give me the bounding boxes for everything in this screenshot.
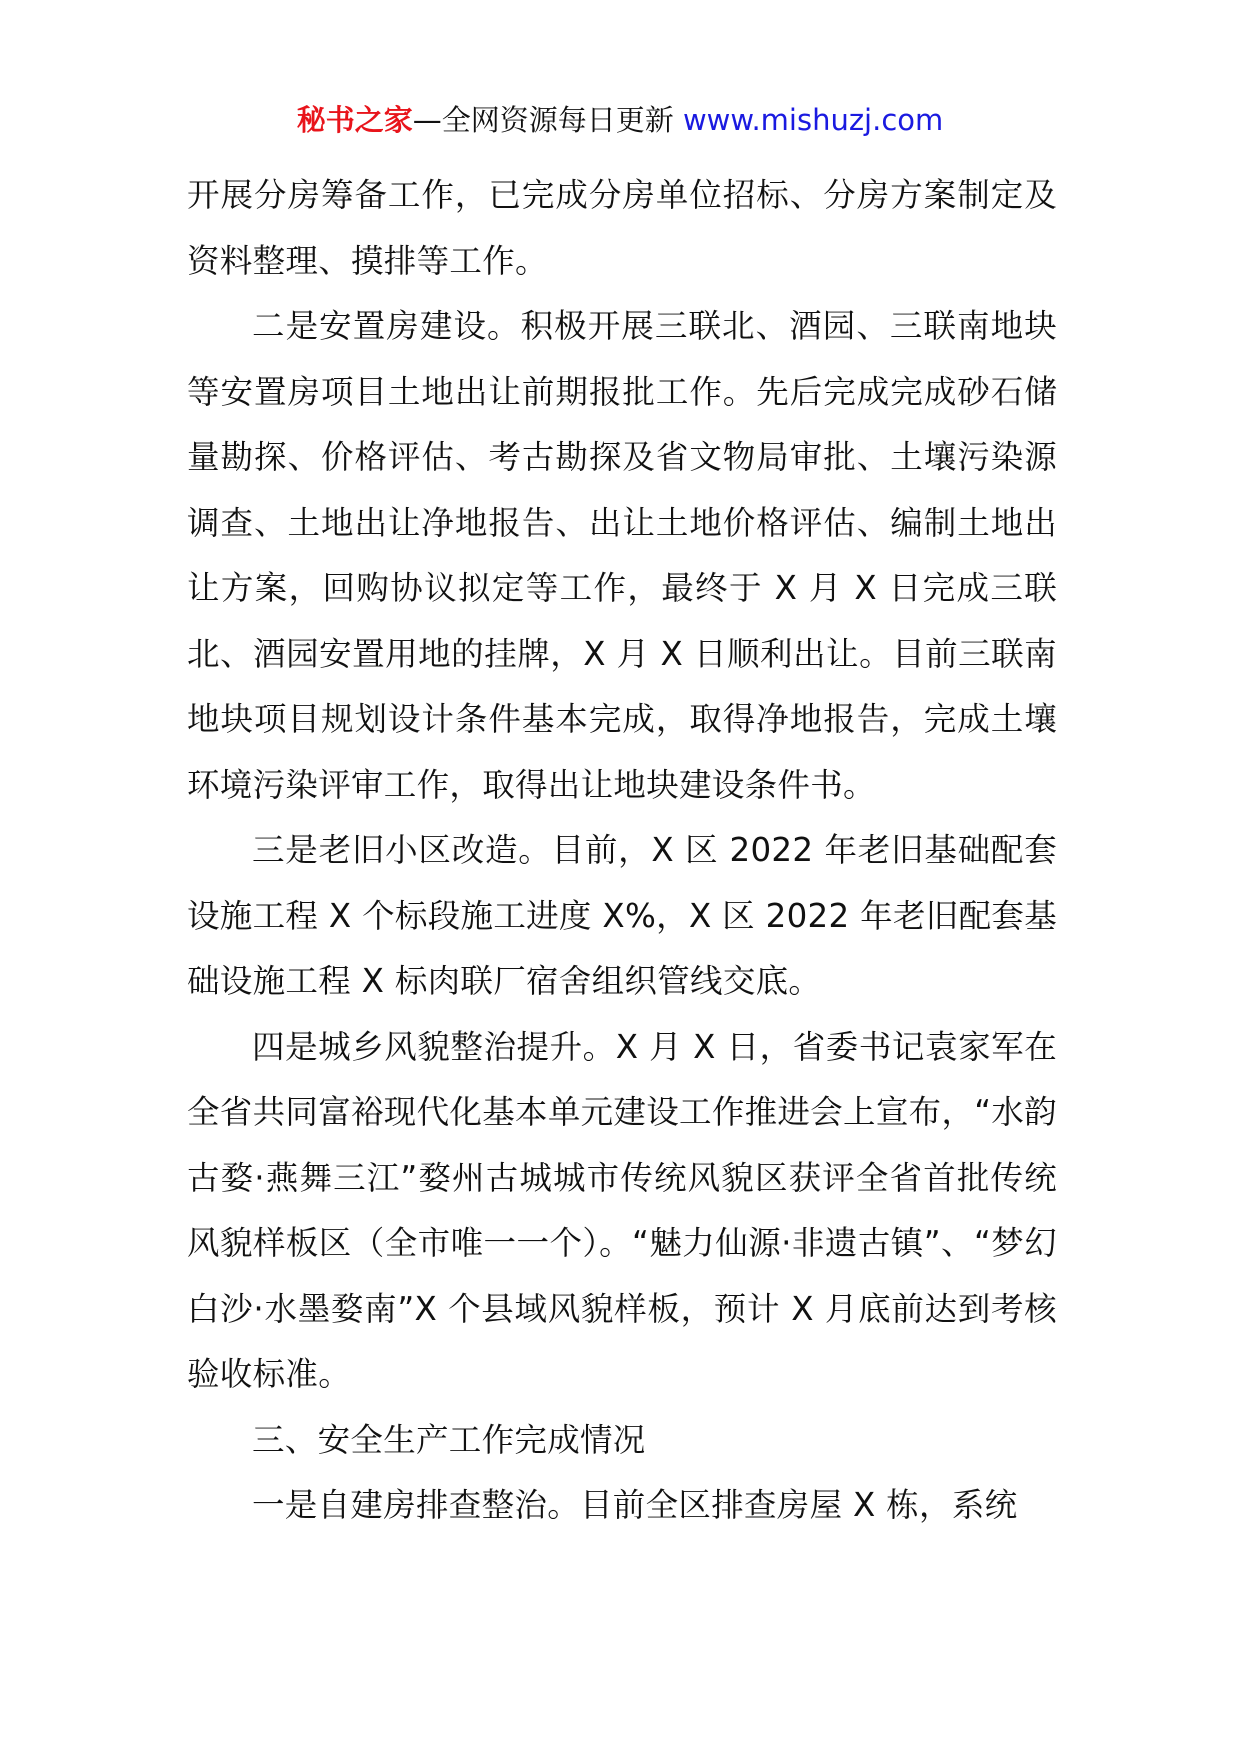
site-header xyxy=(0,100,1240,140)
header-slogan: —全网资源每日更新 xyxy=(412,103,674,137)
paragraph-old-community-renovation: 三是老旧小区改造。目前，X 区 2022 年老旧基础配套设施工程 X 个标段施工进度 X%，X 区 2022 年老旧配套基础设施工程 X 标肉联厂宿舍组织管线交底。 xyxy=(187,831,1057,1000)
paragraph-landscape-improvement: 四是城乡风貌整治提升。X 月 X 日，省委书记袁家军在全省共同富裕现代化基本单元建设工作推进会上宣布，“水韵古婺·燕舞三江”婺州古城城市传统风貌区获评全省首批传统风貌样板区（全市唯一一个）。“魅力仙源·非遗古镇”、“梦幻白沙·水墨婺南”X 个县域风貌样板，预计 X 月底前达到考核验收标准。 xyxy=(187,1027,1057,1393)
brand-name: 秘书之家 xyxy=(296,103,413,137)
paragraph-housing-allocation: 开展分房筹备工作，已完成分房单位招标、分房方案制定及资料整理、摸排等工作。 xyxy=(187,176,1057,280)
site-url-link[interactable]: www.mishuzj.com xyxy=(682,103,944,137)
paragraph-self-built-housing: 一是自建房排查整治。目前全区排查房屋 X 栋，系统 xyxy=(252,1486,1018,1524)
section-heading-safety-production: 三、安全生产工作完成情况 xyxy=(252,1420,646,1459)
paragraph-resettlement-housing: 二是安置房建设。积极开展三联北、酒园、三联南地块等安置房项目土地出让前期报批工作。先后完成完成砂石储量勘探、价格评估、考古勘探及省文物局审批、土壤污染源调查、土地出让净地报告、出让土地价格评估、编制土地出让方案，回购协议拟定等工作，最终于 X 月 X 日完成三联北、酒园安置用地的挂牌，X 月 X 日顺利出让。目前三联南地块项目规划设计条件基本完成，取得净地报告，完成土壤环境污染评审工作，取得出让地块建设条件书。 xyxy=(187,307,1057,804)
document-body xyxy=(187,163,1057,1539)
